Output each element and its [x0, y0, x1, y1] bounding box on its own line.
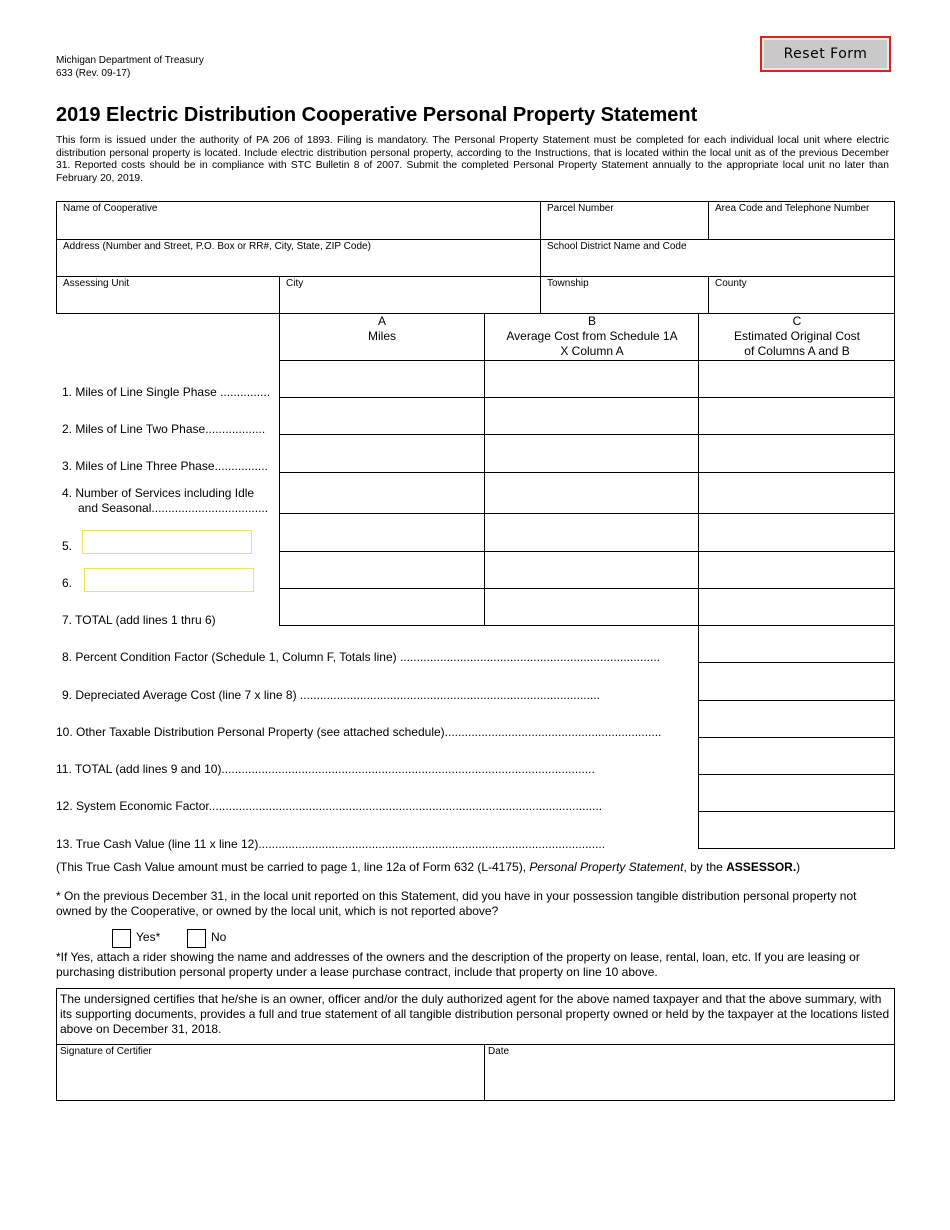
- no-checkbox[interactable]: [187, 929, 206, 948]
- line-2-column-a-input[interactable]: [280, 398, 484, 434]
- line-6-description-input[interactable]: [84, 568, 254, 592]
- column-b-letter: B: [587, 314, 596, 328]
- line-5-column-a-input[interactable]: [280, 514, 484, 551]
- column-c-letter: C: [792, 314, 802, 328]
- column-a-header: [280, 314, 484, 344]
- tcv-note-assessor: ASSESSOR.: [726, 860, 797, 874]
- cooperative-name-label: Name of Cooperative: [63, 203, 158, 214]
- line-2-column-b-input[interactable]: [485, 398, 698, 434]
- certification-text: The undersigned certifies that he/she is an owner, officer and/or the duly authorized agent for the above named taxpayer and that the above summary, with its supporting documents, provides a full and true statement of all tangible distribution personal property owned or held by the taxpayer at the locations listed above on December 31, 2018.: [60, 992, 890, 1036]
- true-cash-value-note: [56, 860, 896, 875]
- agency-block: [56, 54, 204, 80]
- yes-checkbox[interactable]: [112, 929, 131, 948]
- line-1-column-c-input[interactable]: [699, 361, 894, 397]
- address-label: Address (Number and Street, P.O. Box or RR#, City, State, ZIP Code): [63, 241, 371, 252]
- line-4-column-c-input[interactable]: [699, 473, 894, 513]
- date-field[interactable]: [485, 1045, 894, 1100]
- line-11-label: 11. TOTAL (add lines 9 and 10)................................................................................................................: [56, 762, 595, 776]
- line-5-label: 5.: [62, 539, 73, 553]
- property-question: * On the previous December 31, in the local unit reported on this Statement, did you have in your possession tangible distribution personal property not owned by the Cooperative, or owned by the local unit, which is not reported above?: [56, 889, 857, 918]
- address-field[interactable]: [56, 239, 541, 277]
- column-b-title-2: X Column A: [560, 344, 624, 358]
- line-6-column-c-input[interactable]: [699, 552, 894, 588]
- line-5-description-input[interactable]: [82, 530, 252, 554]
- no-label: No: [211, 930, 227, 944]
- line-5-column-b-input[interactable]: [485, 514, 698, 551]
- signature-field[interactable]: [57, 1045, 484, 1100]
- assessing-unit-field[interactable]: [56, 276, 280, 314]
- line-1-label: 1. Miles of Line Single Phase ...............: [62, 385, 271, 399]
- assessing-unit-label: Assessing Unit: [63, 278, 130, 289]
- line-6-label: 6.: [62, 576, 73, 590]
- line-4-label-cont: and Seasonal...................................: [78, 501, 269, 515]
- line-6-column-a-input[interactable]: [280, 552, 484, 588]
- line-10-label: 10. Other Taxable Distribution Personal Property (see attached schedule).................................................................: [56, 725, 662, 739]
- page-title: 2019 Electric Distribution Cooperative Personal Property Statement: [56, 104, 698, 126]
- line-3-column-b-input[interactable]: [485, 435, 698, 472]
- line-9-label: 9. Depreciated Average Cost (line 7 x line 8) ..........................................................................................: [62, 688, 600, 702]
- line-7-column-a-input[interactable]: [280, 589, 484, 625]
- tcv-note-part-a: (This True Cash Value amount must be carried to page 1, line 12a of Form 632 (L-4175),: [56, 860, 530, 874]
- parcel-number-label: Parcel Number: [547, 203, 614, 214]
- agency-name: Michigan Department of Treasury: [56, 55, 204, 66]
- yes-label: Yes*: [136, 930, 161, 944]
- line-8-label: 8. Percent Condition Factor (Schedule 1, Column F, Totals line) ..............................................................................: [62, 650, 660, 664]
- telephone-field[interactable]: [708, 201, 895, 240]
- line-9-input[interactable]: [699, 663, 894, 700]
- line-3-column-c-input[interactable]: [699, 435, 894, 472]
- line-13-input[interactable]: [699, 812, 894, 848]
- column-b-header: [485, 314, 699, 359]
- tcv-note-part-c: , by the: [683, 860, 727, 874]
- line-8-input[interactable]: [699, 626, 894, 662]
- grid-row-line: [698, 848, 895, 849]
- line-3-label: 3. Miles of Line Three Phase................: [62, 459, 268, 473]
- parcel-number-field[interactable]: [540, 201, 709, 240]
- city-label: City: [286, 278, 304, 289]
- line-12-input[interactable]: [699, 775, 894, 811]
- tcv-note-part-e: ): [796, 860, 801, 874]
- form-number: 633 (Rev. 09-17): [56, 68, 131, 79]
- column-a-title: Miles: [367, 329, 396, 343]
- signature-label: Signature of Certifier: [60, 1046, 152, 1057]
- township-label: Township: [547, 278, 589, 289]
- line-3-column-a-input[interactable]: [280, 435, 484, 472]
- date-label: Date: [488, 1046, 510, 1057]
- rider-note: *If Yes, attach a rider showing the name and addresses of the owners and the description of the property on lease, rental, loan, etc. If you are leasing or purchasing distribution personal property under a lease purchase contract, include that property on line 10 above.: [56, 950, 860, 979]
- cooperative-name-field[interactable]: [56, 201, 541, 240]
- line-10-input[interactable]: [699, 701, 894, 737]
- line-7-column-b-input[interactable]: [485, 589, 698, 625]
- line-7-label: 7. TOTAL (add lines 1 thru 6): [62, 613, 216, 627]
- school-district-label: School District Name and Code: [547, 241, 687, 252]
- line-11-input[interactable]: [699, 738, 894, 774]
- line-13-label: 13. True Cash Value (line 11 x line 12)........................................................................................................: [56, 837, 606, 851]
- tcv-note-form-name: Personal Property Statement: [529, 860, 684, 874]
- city-field[interactable]: [279, 276, 541, 314]
- line-4-label: 4. Number of Services including Idle: [62, 486, 255, 500]
- county-field[interactable]: [708, 276, 895, 314]
- line-12-label: 12. System Economic Factor......................................................................................................................: [56, 799, 603, 813]
- intro-paragraph: This form is issued under the authority of PA 206 of 1893. Filing is mandatory. The Personal Property Statement must be completed for each individual local unit where electric distribution personal property is located. Include electric distribution personal property, according to the Instructions, that is located within the local unit as of the previous December 31. Reported costs should be in compliance with STC Bulletin 8 of 2007. Submit the completed Personal Property Statement annually to the appropriate local unit no later than February 20, 2019.: [56, 135, 889, 184]
- township-field[interactable]: [540, 276, 709, 314]
- column-c-header: [699, 314, 895, 359]
- line-6-column-b-input[interactable]: [485, 552, 698, 588]
- county-label: County: [715, 278, 747, 289]
- school-district-field[interactable]: [540, 239, 895, 277]
- column-a-letter: A: [377, 314, 386, 328]
- telephone-label: Area Code and Telephone Number: [715, 203, 870, 214]
- column-b-title-1: Average Cost from Schedule 1A: [506, 329, 678, 343]
- column-c-title-1: Estimated Original Cost: [733, 329, 861, 343]
- line-5-column-c-input[interactable]: [699, 514, 894, 551]
- grid-line-c-right: [894, 313, 895, 849]
- line-4-column-a-input[interactable]: [280, 473, 484, 513]
- line-2-label: 2. Miles of Line Two Phase..................: [62, 422, 266, 436]
- line-2-column-c-input[interactable]: [699, 398, 894, 434]
- reset-form-button[interactable]: Reset Form: [760, 36, 891, 72]
- line-1-column-b-input[interactable]: [485, 361, 698, 397]
- line-1-column-a-input[interactable]: [280, 361, 484, 397]
- line-7-column-c-input[interactable]: [699, 589, 894, 625]
- line-4-column-b-input[interactable]: [485, 473, 698, 513]
- column-c-title-2: of Columns A and B: [744, 344, 850, 358]
